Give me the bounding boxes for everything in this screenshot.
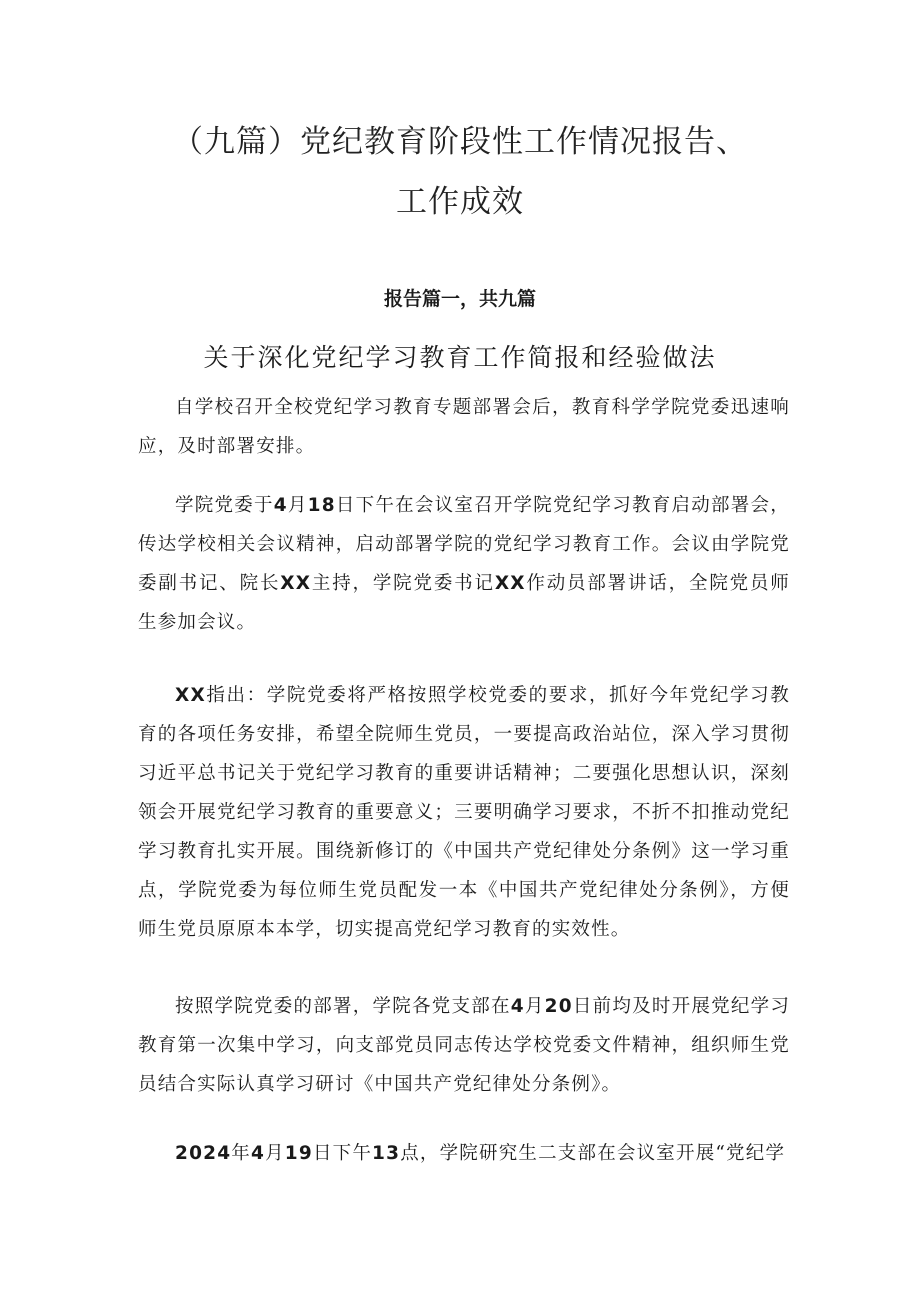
paragraph-1: 自学校召开全校党纪学习教育专题部署会后，教育科学学院党委迅速响应，及时部署安排。: [138, 397, 790, 457]
title-line-2: 工作成效: [396, 184, 524, 220]
paragraph-3: XX指出：学院党委将严格按照学校党委的要求，抓好今年党纪学习教育的各项任务安排，希望全院师生党员，一要提高政治站位，深入学习贯彻习近平总书记关于党纪学习教育的重要讲话精神；二要强化思想认识，深刻领会开展党纪学习教育的重要意义；三要明确学习要求，不折不扣推动党纪学习教育扎实开展。围绕新修订的《中国共产党纪律处分条例》这一学习重点，学院党委为每位师生党员配发一本《中国共产党纪律处分条例》，方便师生党员原原本本学，切实提高党纪学习教育的实效性。: [138, 685, 790, 940]
section-heading: 关于深化党纪学习教育工作简报和经验做法: [203, 343, 717, 372]
paragraph-5: 2024年4月19日下午13点，学院研究生二支部在会议室开展“党纪学: [175, 1143, 786, 1164]
report-subtitle: 报告篇一，共九篇: [383, 288, 536, 310]
document-title: [0, 112, 920, 232]
paragraph-4: 按照学院党委的部署，学院各党支部在4月20日前均及时开展党纪学习教育第一次集中学习，向支部党员同志传达学校党委文件精神，组织师生党员结合实际认真学习研讨《中国共产党纪律处分条例》。: [138, 996, 791, 1095]
title-line-1: （九篇）党纪教育阶段性工作情况报告、: [172, 124, 748, 160]
paragraph-2: 学院党委于4月18日下午在会议室召开学院党纪学习教育启动部署会，传达学校相关会议精神，启动部署学院的党纪学习教育工作。会议由学院党委副书记、院长XX主持，学院党委书记XX作动员部署讲话，全院党员师生参加会议。: [138, 495, 790, 633]
